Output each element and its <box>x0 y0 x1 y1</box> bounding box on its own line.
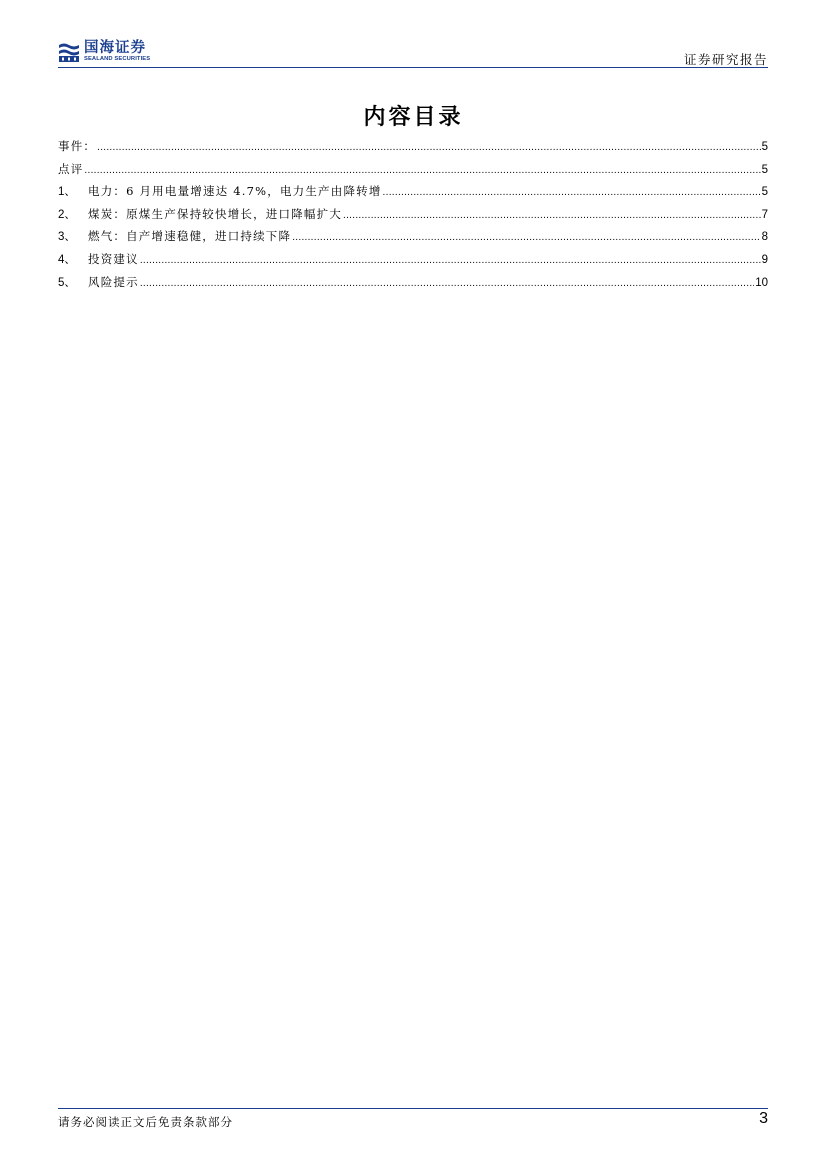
toc-item[interactable] <box>58 207 768 230</box>
toc-item-number: 4、 <box>58 253 76 266</box>
report-type-label: 证券研究报告 <box>683 52 768 67</box>
toc-item-number: 3、 <box>58 231 76 244</box>
header-divider <box>58 67 768 68</box>
toc-item-page: 5 <box>761 163 768 176</box>
sealand-logo-icon <box>58 41 80 63</box>
toc-item-page: 7 <box>761 208 768 221</box>
page-header <box>58 36 768 68</box>
toc-leader-dots <box>140 254 761 268</box>
toc-item[interactable] <box>58 275 768 298</box>
table-of-contents <box>58 139 768 297</box>
toc-item-number: 5、 <box>58 276 76 289</box>
toc-item-text: 煤炭：原煤生产保持较快增长，进口降幅扩大 <box>88 206 342 221</box>
toc-item[interactable] <box>58 162 768 185</box>
toc-item-page: 5 <box>761 141 768 153</box>
toc-item-text: 事件： <box>58 139 97 153</box>
brand-name-cn: 国海证券 <box>84 40 146 56</box>
footer-divider <box>58 1108 768 1109</box>
toc-leader-dots <box>84 164 760 178</box>
toc-item-text: 投资建议 <box>88 251 139 266</box>
toc-item-page: 5 <box>761 186 768 199</box>
toc-leader-dots <box>97 141 760 155</box>
toc-leader-dots <box>383 186 761 200</box>
toc-item-text: 电力：6 月用电量增速达 4.7%，电力生产由降转增 <box>88 184 382 199</box>
toc-title: 内容目录 <box>363 104 464 130</box>
toc-item-number: 2、 <box>58 208 76 221</box>
toc-leader-dots <box>343 209 761 223</box>
toc-item-number: 1、 <box>58 186 76 199</box>
toc-leader-dots <box>292 231 760 245</box>
company-logo <box>58 40 150 66</box>
toc-leader-dots <box>140 277 754 291</box>
toc-item-page: 9 <box>761 253 768 266</box>
brand-name-en: SEALAND SECURITIES <box>84 56 151 62</box>
footer-disclaimer: 请务必阅读正文后免责条款部分 <box>58 1115 233 1129</box>
toc-item-page: 8 <box>761 231 768 244</box>
toc-item-text: 燃气：自产增速稳健，进口持续下降 <box>88 229 292 244</box>
toc-item[interactable] <box>58 229 768 252</box>
toc-item[interactable] <box>58 139 768 162</box>
toc-item[interactable] <box>58 184 768 207</box>
toc-item[interactable] <box>58 252 768 275</box>
toc-item-page: 10 <box>755 276 768 289</box>
toc-item-text: 点评 <box>58 161 84 176</box>
toc-item-text: 风险提示 <box>88 274 139 289</box>
page-number: 3 <box>759 1110 768 1127</box>
